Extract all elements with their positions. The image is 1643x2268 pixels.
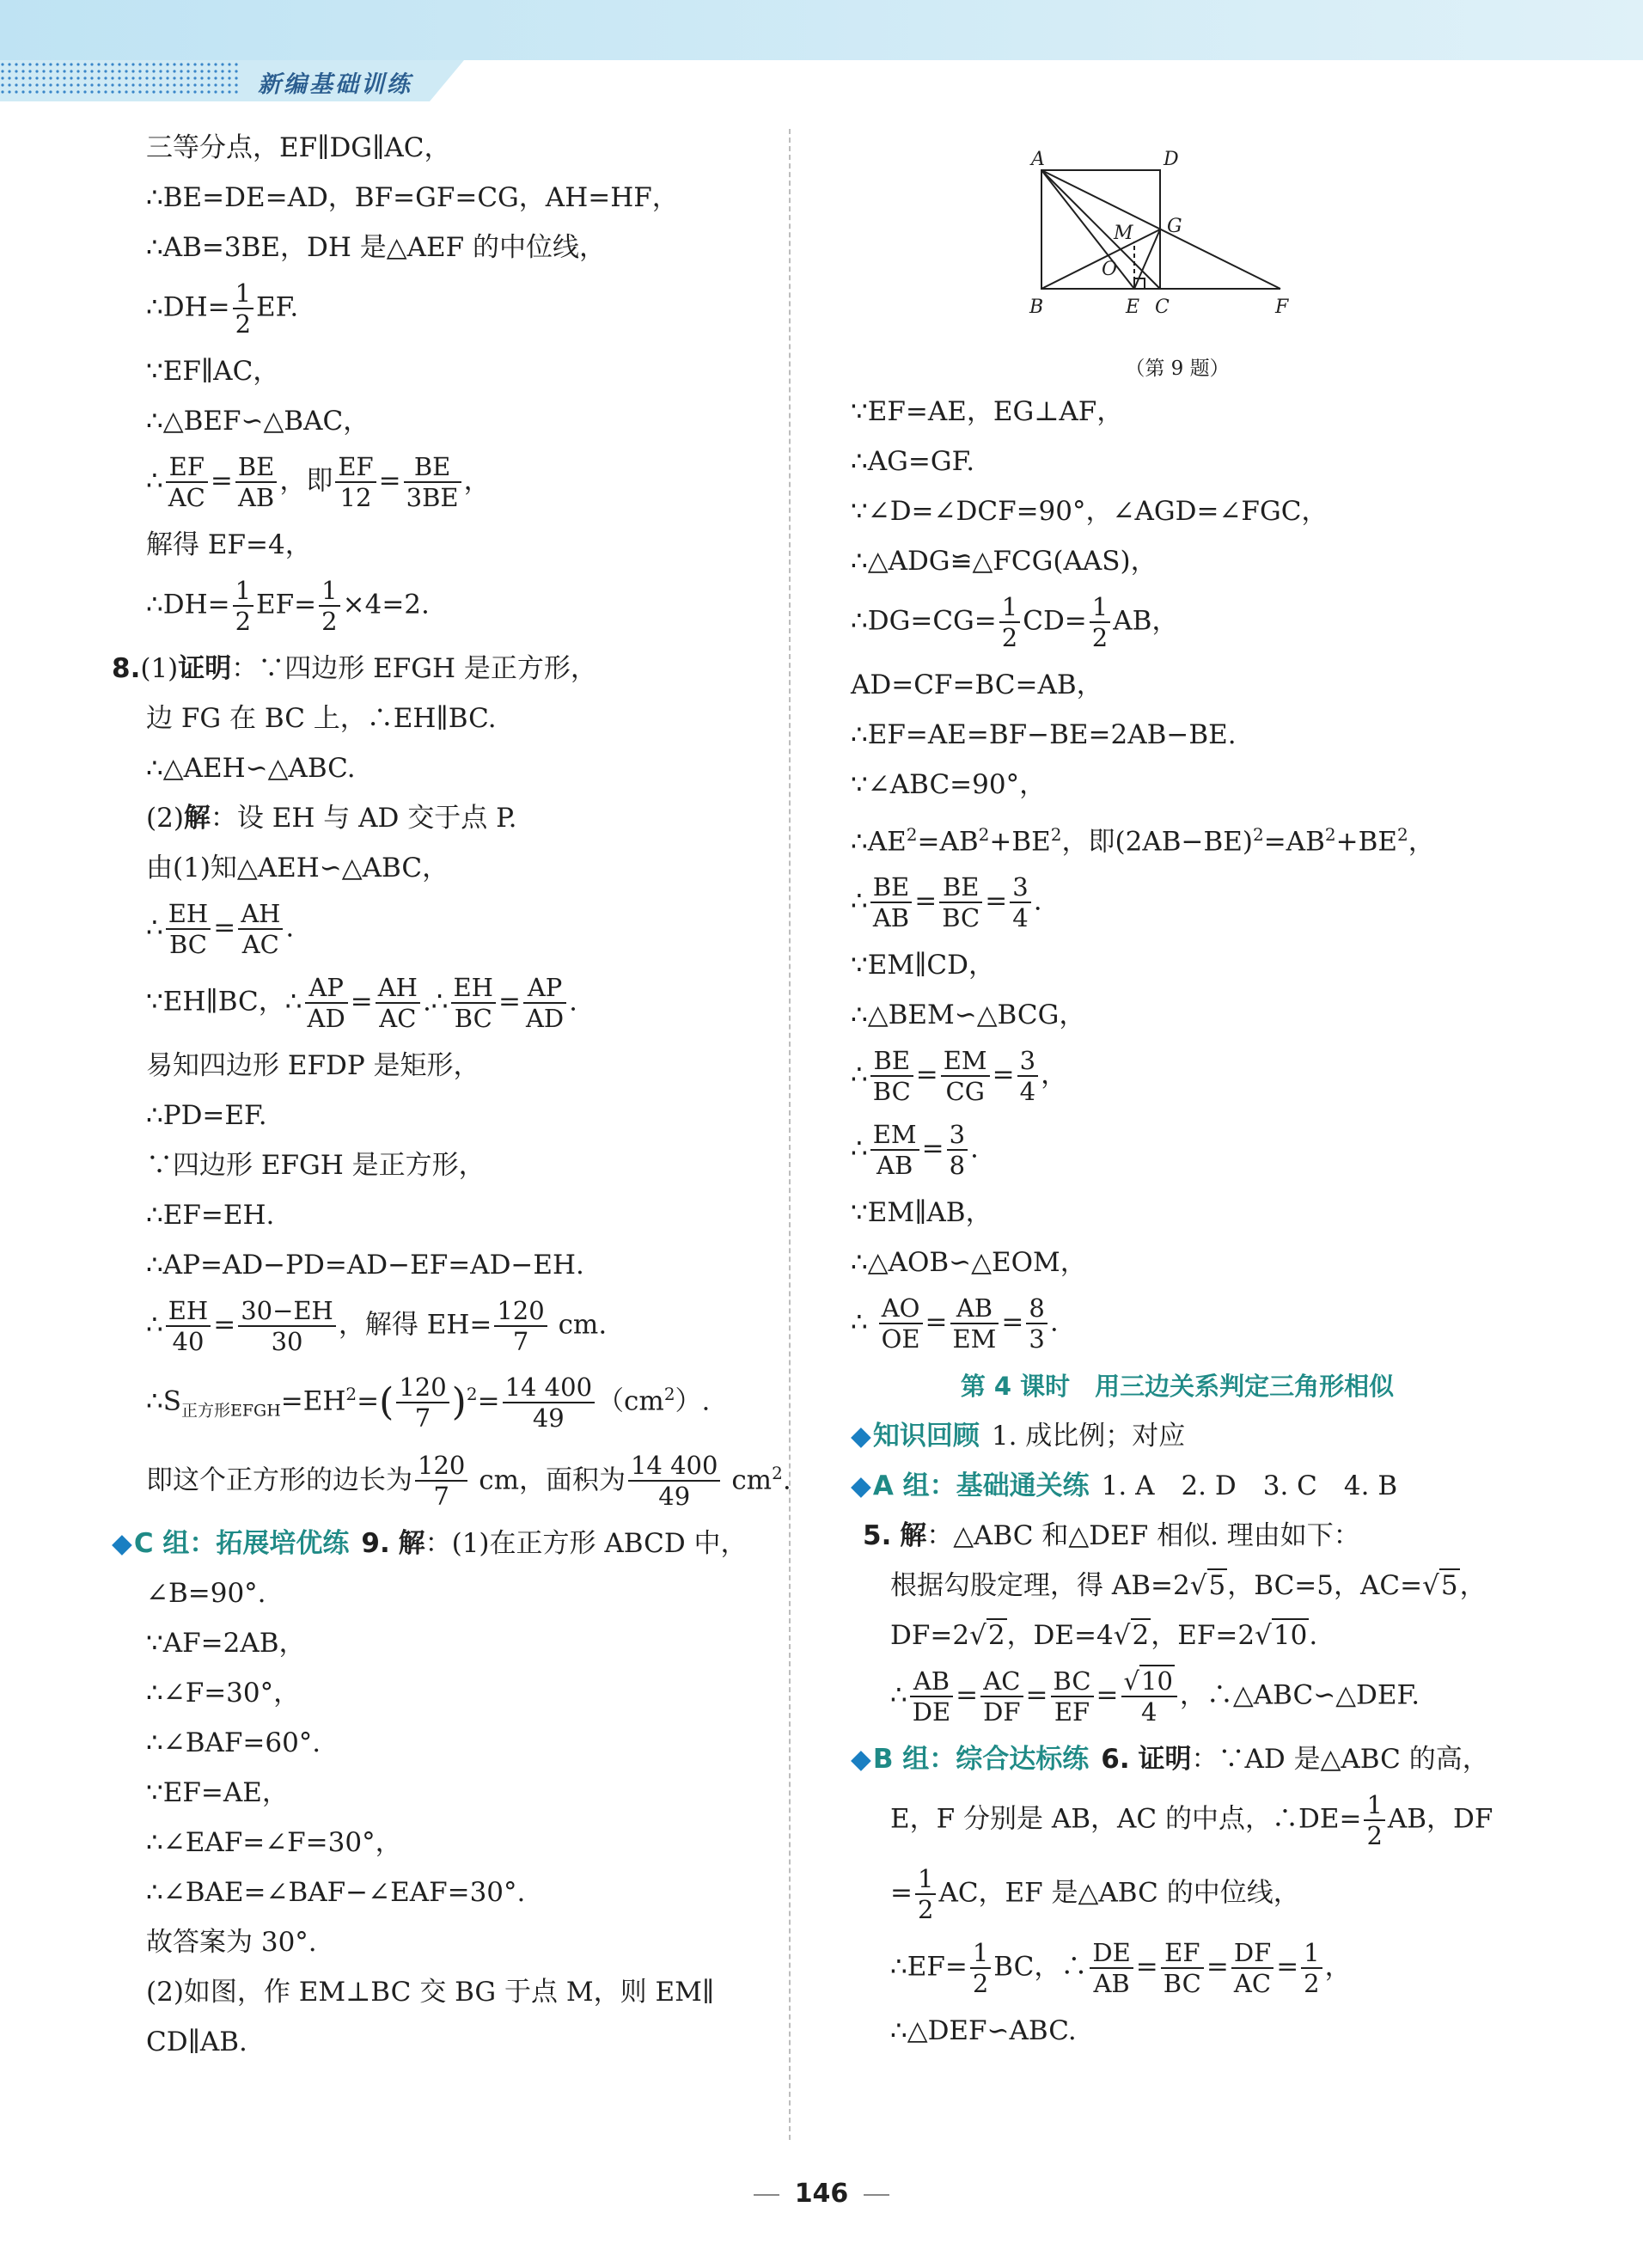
text-line: ∴∠EAF=∠F=30°， xyxy=(146,1827,402,1859)
svg-text:E: E xyxy=(1126,296,1140,318)
fraction: $\frac{√10}{4}$ xyxy=(1121,1666,1177,1727)
text-line: $\therefore AE^2=AB^2+BE^2$，即$(2AB-BE)^2=AB^2+BE^2$， xyxy=(851,824,1435,858)
fraction: $\frac{8}{3}$ xyxy=(1026,1293,1047,1354)
text-line: ∵∠ABC=90°， xyxy=(851,769,1047,800)
fraction: $\frac{EM}{AB}$ xyxy=(870,1120,919,1180)
square-triangle-diagram xyxy=(997,129,1306,344)
text-line: ∵EF∥AC， xyxy=(146,356,280,387)
svg-text:F: F xyxy=(1275,296,1289,318)
fraction: $\frac{EH}{BC}$ xyxy=(166,899,211,959)
fraction: $\frac{BE}{AB}$ xyxy=(235,452,277,512)
text-line: AD=CF=BC=AB， xyxy=(851,669,1103,700)
fraction: $\frac{1}{2}$ xyxy=(970,1938,991,1998)
group-a-row: ◆A 组：基础通关练 1. A 2. D 3. C 4. B xyxy=(851,1470,1398,1502)
fraction: $\frac{AO}{OE}$ xyxy=(879,1293,923,1354)
text-line: = $\frac{1}{2}$ AC，EF 是△ABC 的中位线， xyxy=(890,1864,1300,1925)
text-line: ∵EF=AE，EG⊥AF， xyxy=(851,396,1124,427)
text-line: ∵AF=2AB， xyxy=(146,1628,306,1660)
fraction: $\frac{AP}{AD}$ xyxy=(305,973,348,1033)
knowledge-review-tag: ◆知识回顾 xyxy=(851,1421,980,1452)
svg-text:C: C xyxy=(1155,296,1170,318)
diamond-icon: ◆ xyxy=(851,1744,871,1776)
text-line: ∴△AOB∽△EOM， xyxy=(851,1247,1087,1279)
svg-text:D: D xyxy=(1164,149,1179,170)
dash-right xyxy=(864,2194,889,2196)
figure-caption: （第 9 题） xyxy=(1125,358,1230,380)
text-line: ∴DG=CG= $\frac{1}{2}$ CD= $\frac{1}{2}$ AB， xyxy=(851,592,1179,652)
fraction: $\frac{3}{8}$ xyxy=(947,1120,968,1180)
svg-text:G: G xyxy=(1167,216,1182,237)
fraction: $\frac{EH}{40}$ xyxy=(166,1296,211,1356)
diamond-icon: ◆ xyxy=(851,1470,871,1502)
fraction: $\frac{AH}{AC}$ xyxy=(238,899,283,959)
fraction: $\frac{14 400}{49}$ xyxy=(628,1451,720,1511)
fraction: $\frac{1}{2}$ xyxy=(233,278,253,339)
left-column xyxy=(112,129,791,2073)
text-line: ∴∠BAF=60°. xyxy=(146,1727,321,1759)
header-title: 新编基础训练 xyxy=(258,71,412,98)
text-line: CD∥AB. xyxy=(146,2027,247,2058)
fraction: $\frac{DE}{AB}$ xyxy=(1090,1938,1133,1998)
text-line: ∵四边形 EFGH 是正方形， xyxy=(146,1150,486,1181)
text-line: ∵EM∥AB， xyxy=(851,1197,993,1229)
diamond-icon: ◆ xyxy=(112,1528,132,1560)
fraction: $\frac{120}{7}$ xyxy=(494,1296,547,1356)
text-line: ∴ $\frac{BE}{BC}$ = $\frac{EM}{CG}$ = $\frac{3}{4}$ ， xyxy=(851,1046,1068,1107)
fraction: $\frac{BE}{AB}$ xyxy=(870,872,912,932)
right-column xyxy=(851,129,1504,2062)
text-line: DF=2√2，DE=4√2，EF=2√10. xyxy=(890,1620,1318,1652)
text-line: ∵EF=AE， xyxy=(146,1777,289,1809)
text-line: ∴EF=AE=BF−BE=2AB−BE. xyxy=(851,719,1237,750)
fraction: $\frac{EF}{AC}$ xyxy=(166,452,208,512)
text-line: ∵∠D=∠DCF=90°，∠AGD=∠FGC， xyxy=(851,496,1328,527)
fraction: $\frac{1}{2}$ xyxy=(915,1864,936,1924)
text-line: ∴EF=EH. xyxy=(146,1200,275,1231)
text-line: $\therefore S_{正方形EFGH}=EH^2=$( $\frac{120}{7}$ )$^2$= $\frac{14 400}{49}$ $(cm^2)$. xyxy=(146,1372,711,1433)
text-line: ∴PD=EF. xyxy=(146,1100,267,1131)
group-c-header: ◆C 组：拓展培优练 9. 解：(1)在正方形 ABCD 中， xyxy=(112,1528,748,1560)
text-line: 由(1)知△AEH∽△ABC， xyxy=(146,853,449,883)
line-eg xyxy=(1134,229,1160,289)
dash-left xyxy=(754,2194,779,2196)
fraction: $\frac{120}{7}$ xyxy=(396,1372,449,1433)
text-line: ∴ $\frac{AB}{DE}$ = $\frac{AC}{DF}$ = $\frac{BC}{EF}$ = $\frac{√10}{4}$ ，∴△ABC∽△DEF. xyxy=(890,1666,1420,1727)
text-line: 故答案为 30°. xyxy=(146,1927,317,1959)
fraction: $\frac{EH}{BC}$ xyxy=(451,973,496,1033)
text-line: 边 FG 在 BC 上，∴EH∥BC. xyxy=(146,703,497,734)
line-bg xyxy=(1041,229,1160,289)
text-line: 易知四边形 EFDP 是矩形， xyxy=(146,1050,480,1081)
fraction: $\frac{1}{2}$ xyxy=(319,576,339,636)
fraction: $\frac{1}{2}$ xyxy=(233,576,253,636)
fraction: $\frac{BE}{BC}$ xyxy=(939,872,982,932)
text-line: ∴△BEF∽△BAC， xyxy=(146,406,370,437)
text-line: E，F 分别是 AB，AC 的中点，∴DE= $\frac{1}{2}$ AB，DF xyxy=(890,1790,1493,1851)
fraction: $\frac{1}{2}$ xyxy=(1090,592,1110,652)
text-line: ∴△BEM∽△BCG， xyxy=(851,1000,1086,1031)
text-line: ∠B=90°. xyxy=(146,1578,266,1610)
fraction: $\frac{120}{7}$ xyxy=(415,1451,467,1511)
text-line: ∴△DEF∽ABC. xyxy=(890,2015,1077,2047)
fraction: $\frac{AP}{AD}$ xyxy=(523,973,566,1033)
fraction: $\frac{AB}{DE}$ xyxy=(910,1666,953,1727)
text-line: 根据勾股定理，得 AB=2√5，BC=5，AC=√5， xyxy=(890,1570,1487,1602)
text-line: 解得 EF=4， xyxy=(146,529,312,560)
question-8-header: 8.(1)证明：∵四边形 EFGH 是正方形， xyxy=(112,653,597,684)
fraction: $\frac{BC}{EF}$ xyxy=(1051,1666,1094,1727)
fraction: $\frac{DF}{AC}$ xyxy=(1231,1938,1273,1998)
fraction: $\frac{EF}{12}$ xyxy=(335,452,376,512)
svg-text:O: O xyxy=(1102,259,1118,280)
text-line: ∴ $\frac{EF}{AC}$ = $\frac{BE}{AB}$ ，即 $\frac{EF}{12}$ = $\frac{BE}{3BE}$ ， xyxy=(146,452,491,512)
text-line: (2)解：设 EH 与 AD 交于点 P. xyxy=(146,803,517,834)
text-line: ∴DH= $\frac{1}{2}$ EF= $\frac{1}{2}$ ×4=2. xyxy=(146,576,430,636)
fraction: $\frac{EF}{BC}$ xyxy=(1161,1938,1204,1998)
svg-text:M: M xyxy=(1114,223,1133,244)
fraction: $\frac{AB}{EM}$ xyxy=(950,1293,999,1354)
fraction: $\frac{1}{2}$ xyxy=(1301,1938,1322,1998)
text-line: ∵EM∥CD， xyxy=(851,950,995,981)
text-line: 三等分点，EF∥DG∥AC， xyxy=(146,132,451,163)
fraction: $\frac{30-EH}{30}$ xyxy=(238,1296,336,1356)
fraction: $\frac{EM}{CG}$ xyxy=(941,1046,990,1106)
text-line: ∴ $\frac{EH}{40}$ = $\frac{30-EH}{30}$ ，解得 EH= $\frac{120}{7}$ cm. xyxy=(146,1296,608,1356)
fraction: $\frac{3}{4}$ xyxy=(1010,872,1030,932)
fraction: $\frac{3}{4}$ xyxy=(1017,1046,1038,1106)
group-b-tag: ◆B 组：综合达标练 xyxy=(851,1744,1090,1776)
text-line: (2)如图，作 EM⊥BC 交 BG 于点 M，则 EM∥ xyxy=(146,1977,715,2008)
text-line: ∴ $\frac{BE}{AB}$ = $\frac{BE}{BC}$ = $\frac{3}{4}$ . xyxy=(851,872,1042,933)
group-b-header: ◆B 组：综合达标练 6. 证明：∵AD 是△ABC 的高， xyxy=(851,1744,1489,1776)
group-c-tag: ◆C 组：拓展培优练 xyxy=(112,1528,350,1560)
fraction: $\frac{AH}{AC}$ xyxy=(376,973,420,1033)
text-line: ∴AB=3BE，DH 是△AEF 的中位线， xyxy=(146,232,606,263)
text-line: ∴AG=GF. xyxy=(851,446,975,477)
text-line: ∴BE=DE=AD，BF=GF=CG，AH=HF， xyxy=(146,182,679,213)
page-number: 146 xyxy=(0,2179,1643,2209)
diamond-icon: ◆ xyxy=(851,1421,871,1452)
text-line: ∴ $\frac{EM}{AB}$ = $\frac{3}{8}$ . xyxy=(851,1120,979,1181)
text-line: 即这个正方形的边长为 $\frac{120}{7}$ cm，面积为 $\frac{14 400}{49}$ $cm^2$. xyxy=(146,1451,791,1512)
text-line: ∴∠F=30°， xyxy=(146,1678,301,1709)
knowledge-review-row: ◆知识回顾 1. 成比例；对应 xyxy=(851,1421,1186,1452)
question-5-header: 5. 解：△ABC 和△DEF 相似. 理由如下： xyxy=(863,1520,1360,1552)
text-line: ∴∠BAE=∠BAF−∠EAF=30°. xyxy=(146,1877,526,1909)
lesson-section-title: 第 4 课时 用三边关系判定三角形相似 xyxy=(960,1372,1395,1402)
svg-text:B: B xyxy=(1029,296,1044,318)
header-band-graphic xyxy=(0,0,1643,101)
text-line: ∵EH∥BC，∴ $\frac{AP}{AD}$ = $\frac{AH}{AC}$ .∴ $\frac{EH}{BC}$ = $\frac{AP}{AD}$ . xyxy=(146,973,578,1033)
text-line: ∴△ADG≌△FCG(AAS)， xyxy=(851,546,1157,577)
text-line: ∴EF= $\frac{1}{2}$ BC，∴ $\frac{DE}{AB}$ = $\frac{EF}{BC}$ = $\frac{DF}{AC}$ = $\frac{1}{2}$ ， xyxy=(890,1938,1352,1999)
text-line: ∴ $\frac{EH}{BC}$ = $\frac{AH}{AC}$ . xyxy=(146,899,295,959)
fraction: $\frac{1}{2}$ xyxy=(1364,1790,1384,1850)
fraction: $\frac{BE}{3BE}$ xyxy=(404,452,461,512)
fraction: $\frac{BE}{BC}$ xyxy=(870,1046,913,1106)
fraction: $\frac{1}{2}$ xyxy=(999,592,1020,652)
text-line: ∴△AEH∽△ABC. xyxy=(146,753,356,784)
group-a-tag: ◆A 组：基础通关练 xyxy=(851,1470,1090,1502)
text-line: ∴AP=AD−PD=AD−EF=AD−EH. xyxy=(146,1250,584,1281)
svg-text:A: A xyxy=(1031,149,1045,170)
geometry-figure-9 xyxy=(851,129,1504,352)
text-line: ∴ $\frac{AO}{OE}$ = $\frac{AB}{EM}$ = $\frac{8}{3}$ . xyxy=(851,1293,1059,1354)
fraction: $\frac{AC}{DF}$ xyxy=(980,1666,1023,1727)
text-line: ∴DH= $\frac{1}{2}$ EF. xyxy=(146,278,299,339)
header-band xyxy=(0,0,1643,101)
fraction: $\frac{14 400}{49}$ xyxy=(503,1372,595,1433)
